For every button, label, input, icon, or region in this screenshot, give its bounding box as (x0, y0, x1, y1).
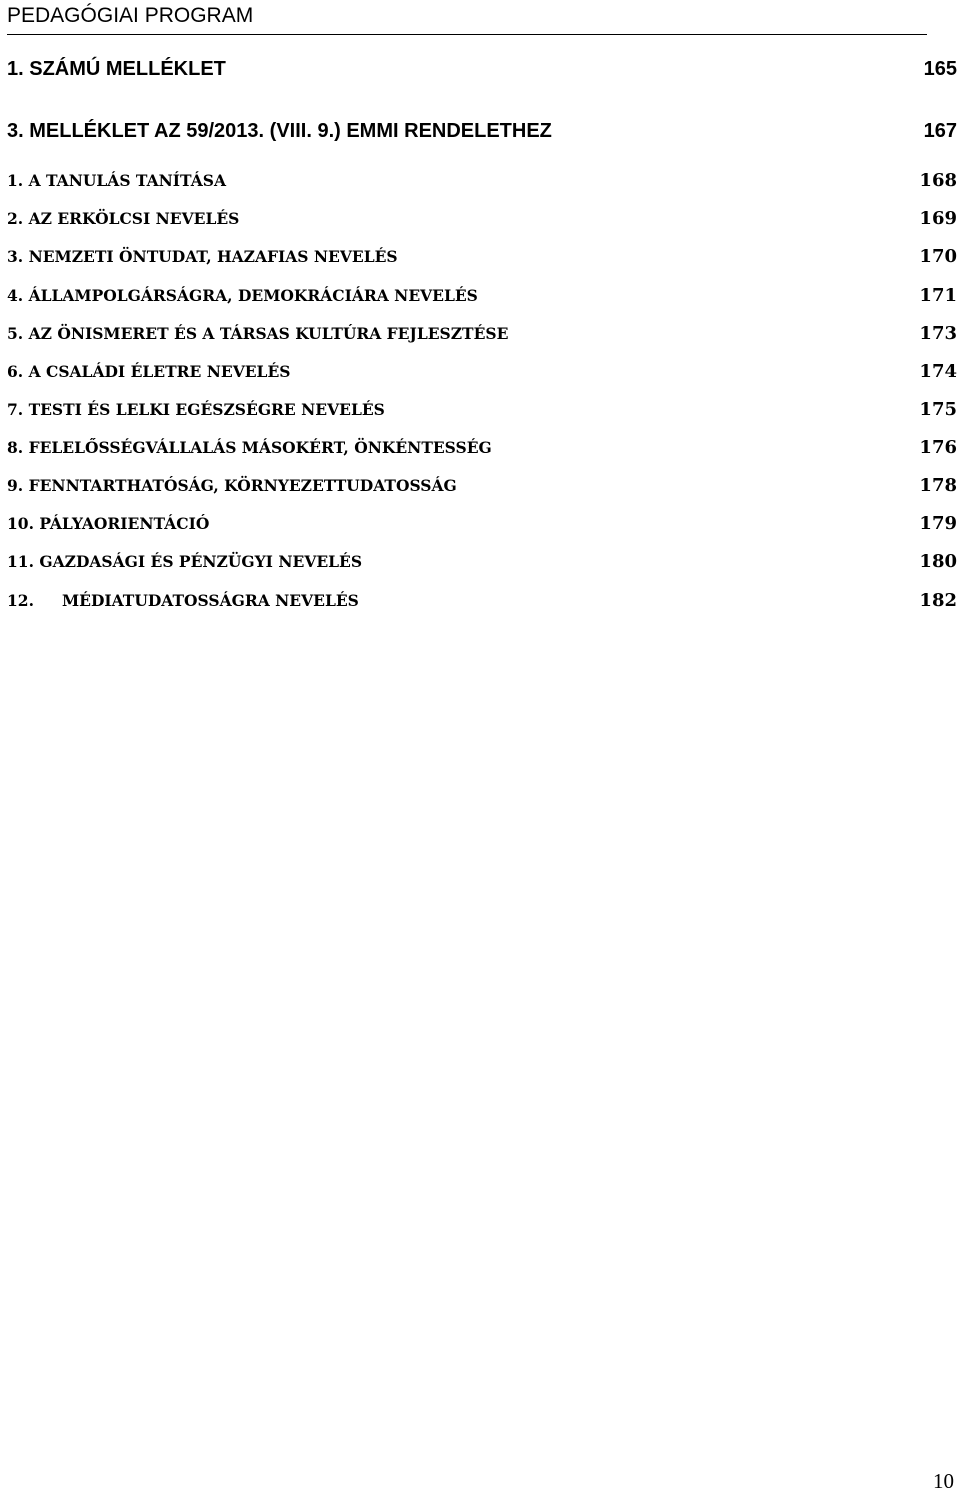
toc-entry-title: 11. GAZDASÁGI ÉS PÉNZÜGYI NEVELÉS (7, 552, 363, 571)
toc-entry-page: 178 (919, 475, 957, 496)
toc-entry-page: 171 (919, 285, 957, 306)
toc-entry-title: 10. PÁLYAORIENTÁCIÓ (7, 514, 210, 533)
toc-entry-title (7, 590, 359, 612)
toc-entry-title: 3. MELLÉKLET AZ 59/2013. (VIII. 9.) EMMI RENDELETHEZ (7, 120, 552, 142)
toc-entry-number: 12. (7, 591, 34, 610)
toc-entry-page: 175 (919, 399, 957, 420)
toc-entry-title: 2. AZ ERKÖLCSI NEVELÉS (7, 209, 240, 228)
toc-entry-page: 176 (919, 437, 957, 458)
toc-entry-page: 180 (919, 551, 957, 572)
table-of-contents (0, 0, 960, 700)
toc-entry-page: 168 (919, 170, 957, 191)
toc-entry-title: 4. ÁLLAMPOLGÁRSÁGRA, DEMOKRÁCIÁRA NEVELÉS (7, 286, 478, 305)
toc-entry-page: 182 (919, 590, 957, 611)
toc-entry-label: MÉDIATUDATOSSÁGRA NEVELÉS (61, 591, 359, 610)
toc-entry-title: 3. NEMZETI ÖNTUDAT, HAZAFIAS NEVELÉS (7, 247, 398, 266)
toc-entry-title: 8. FELELŐSSÉGVÁLLALÁS MÁSOKÉRT, ÖNKÉNTESSÉG (7, 438, 492, 457)
toc-entry-page: 165 (923, 58, 957, 80)
toc-entry-title: 5. AZ ÖNISMERET ÉS A TÁRSAS KULTÚRA FEJLESZTÉSE (7, 324, 509, 343)
toc-entry-title: 1. A TANULÁS TANÍTÁSA (7, 171, 226, 190)
toc-entry-page: 167 (923, 120, 957, 142)
toc-entry-page: 173 (919, 323, 957, 344)
toc-entry-title: 1. SZÁMÚ MELLÉKLET (7, 58, 226, 80)
toc-entry-page: 170 (919, 246, 957, 267)
page-number: 10 (933, 1469, 954, 1493)
toc-entry-page: 169 (919, 208, 957, 229)
toc-entry-page: 179 (919, 513, 957, 534)
toc-entry-title: 7. TESTI ÉS LELKI EGÉSZSÉGRE NEVELÉS (7, 400, 385, 419)
toc-entry-page: 174 (919, 361, 957, 382)
toc-entry-title: 6. A CSALÁDI ÉLETRE NEVELÉS (7, 362, 291, 381)
toc-entry-title: 9. FENNTARTHATÓSÁG, KÖRNYEZETTUDATOSSÁG (7, 476, 457, 495)
running-header: PEDAGÓGIAI PROGRAM (7, 4, 254, 27)
